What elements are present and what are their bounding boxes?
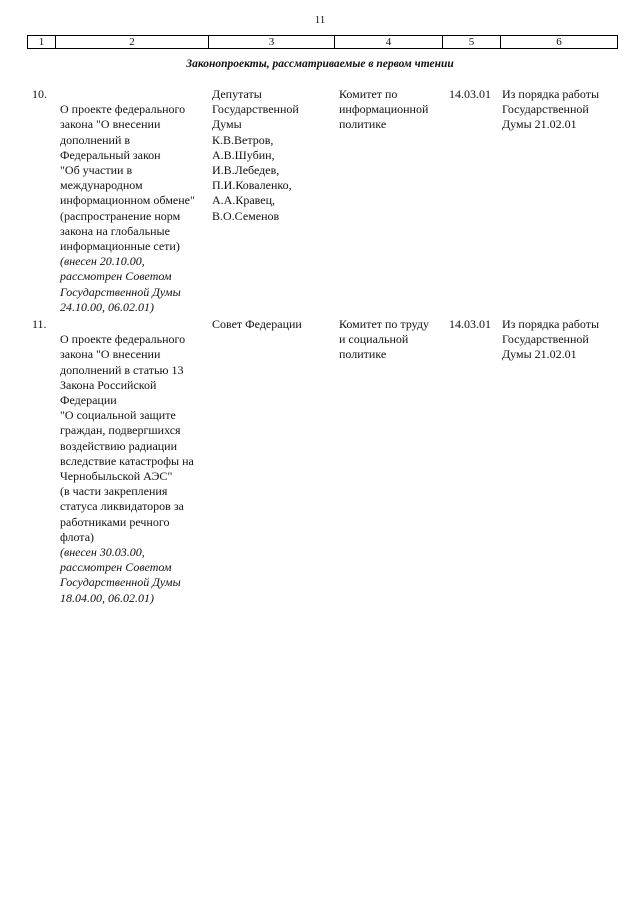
column-number-3: 3 — [209, 36, 335, 49]
bill-title-cell — [60, 317, 208, 621]
item-number: 11. — [32, 317, 47, 331]
bill-status: (внесен 20.10.00, рассмотрен Советом Государственной Думы 24.10.00, 06.02.01) — [60, 254, 181, 314]
column-number-2: 2 — [56, 36, 209, 49]
inclusion-basis: Из порядка работы Государственной Думы 21.02.01 — [502, 317, 600, 362]
bill-title: О проекте федерального закона "О внесении дополнений в Федеральный закон "Об участии в международном информационном обмене" (распространение норм закона на глобальные информационные сети) — [60, 102, 195, 254]
column-number-4: 4 — [335, 36, 443, 49]
column-number-1: 1 — [28, 36, 56, 49]
item-number: 10. — [32, 87, 47, 101]
bill-status: (внесен 30.03.00, рассмотрен Советом Государственной Думы 18.04.00, 06.02.01) — [60, 545, 181, 605]
column-number-5: 5 — [443, 36, 501, 49]
review-date: 14.03.01 — [449, 317, 491, 331]
page-number: 11 — [314, 14, 326, 26]
column-header-table — [27, 35, 618, 49]
column-header-row — [28, 36, 618, 49]
bill-title: О проекте федерального закона "О внесении дополнений в статью 13 Закона Российской Федерации "О социальной защите граждан, подвергшихся воздействию радиации вследствие катастрофы на Чернобыльской АЭС" (в части закрепления статуса ликвидаторов за работниками речного флота) — [60, 332, 194, 544]
bill-author: Совет Федерации — [212, 317, 302, 331]
inclusion-basis: Из порядка работы Государственной Думы 21.02.01 — [502, 87, 600, 132]
bill-title-cell — [60, 87, 208, 330]
responsible-committee: Комитет по труду и социальной политике — [339, 317, 430, 362]
section-title: Законопроекты, рассматриваемые в первом чтении — [186, 58, 454, 70]
responsible-committee: Комитет по информационной политике — [339, 87, 429, 132]
column-number-6: 6 — [501, 36, 618, 49]
review-date: 14.03.01 — [449, 87, 491, 101]
bill-author: Депутаты Государственной Думы К.В.Ветров, А.В.Шубин, И.В.Лебедев, П.И.Коваленко, А.А.Кравец, В.О.Семенов — [212, 87, 299, 223]
